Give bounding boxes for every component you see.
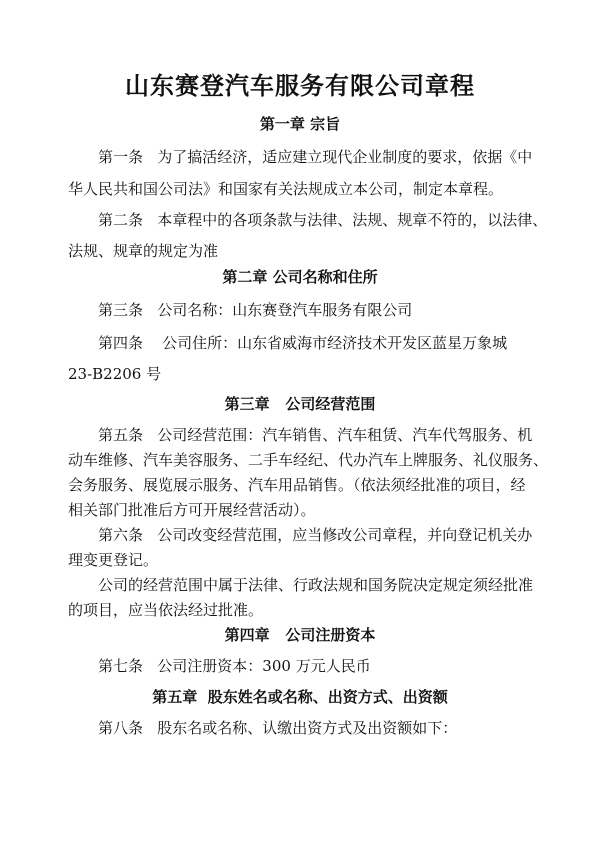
article-2-line-1: 第二条 本章程中的各项条款与法律、法规、规章不符的，以法律、 xyxy=(98,211,548,229)
article-4-line-1: 第四条 公司住所：山东省威海市经济技术开发区蓝星万象城 xyxy=(98,334,508,352)
article-2-line-2: 法规、规章的规定为准 xyxy=(68,242,219,260)
paragraph-line-1: 公司的经营范围中属于法律、行政法规和国务院决定规定须经批准 xyxy=(98,576,534,594)
article-3-line-1: 第三条 公司名称：山东赛登汽车服务有限公司 xyxy=(98,301,413,319)
article-5-line-4: 相关部门批准后方可开展经营活动）。 xyxy=(68,501,316,519)
chapter-3-heading: 第三章 公司经营范围 xyxy=(224,395,376,413)
article-6-line-2: 理变更登记。 xyxy=(68,551,159,569)
article-1-line-1: 第一条 为了搞活经济，适应建立现代企业制度的要求，依据《中 xyxy=(98,148,533,166)
chapter-1-heading: 第一章 宗旨 xyxy=(259,115,341,133)
article-5-line-3: 会务服务、展览展示服务、汽车用品销售。（依法须经批准的项目，经 xyxy=(68,476,526,494)
chapter-4-heading: 第四章 公司注册资本 xyxy=(224,626,376,644)
chapter-2-heading: 第二章 公司名称和住所 xyxy=(222,268,378,286)
document-title: 山东赛登汽车服务有限公司章程 xyxy=(125,71,475,100)
article-5-line-1: 第五条 公司经营范围：汽车销售、汽车租赁、汽车代驾服务、机 xyxy=(98,426,533,444)
article-5-line-2: 动车维修、汽车美容服务、二手车经纪、代办汽车上牌服务、礼仪服务、 xyxy=(68,451,549,469)
article-7-line-1: 第七条 公司注册资本：300 万元人民币 xyxy=(98,657,371,675)
article-4-line-2: 23-B2206 号 xyxy=(68,365,162,383)
chapter-5-heading: 第五章 股东姓名或名称、出资方式、出资额 xyxy=(152,688,448,706)
article-8-line-1: 第八条 股东名或名称、认缴出资方式及出资额如下： xyxy=(98,719,458,737)
article-6-line-1: 第六条 公司改变经营范围，应当修改公司章程，并向登记机关办 xyxy=(98,526,533,544)
article-1-line-2: 华人民共和国公司法》和国家有关法规成立本公司，制定本章程。 xyxy=(68,180,504,198)
paragraph-line-2: 的项目，应当依法经过批准。 xyxy=(68,601,264,619)
